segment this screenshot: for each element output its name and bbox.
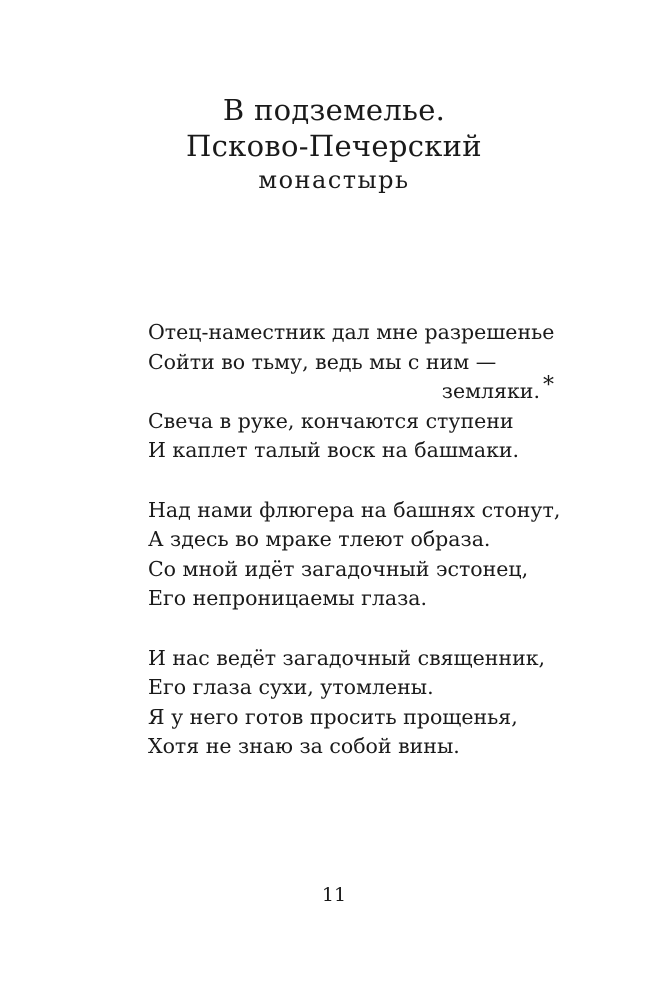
poem-line: И каплет талый воск на башмаки. xyxy=(148,438,520,462)
poem-line: А здесь во мраке тлеют образа. xyxy=(148,527,491,551)
stanza-3 xyxy=(148,644,568,762)
poem-line: Со мной идёт загадочный эстонец, xyxy=(148,556,529,581)
poem-line: Я у него готов просить прощенья, xyxy=(148,704,518,729)
poem-line: Над нами флюгера на башнях стонут, xyxy=(148,497,561,522)
page-number: 11 xyxy=(321,884,347,906)
footnote-mark[interactable]: * xyxy=(543,373,554,398)
stanza-2 xyxy=(148,496,568,614)
poem-line: Его непроницаемы глаза. xyxy=(148,586,428,610)
poem-title xyxy=(0,92,668,196)
poem-line: Свеча в руке, кончаются ступени xyxy=(148,408,514,433)
stanza-1 xyxy=(148,318,568,466)
title-line-3: монастырь xyxy=(258,166,410,194)
poem-body xyxy=(148,318,568,792)
poem-line: Его глаза сухи, утомлены. xyxy=(148,675,434,699)
poem-line: Отец-наместник дал мне разрешенье xyxy=(148,320,555,344)
poem-line: Сойти во тьму, ведь мы с ним — xyxy=(148,349,497,374)
continuation-text: земляки. xyxy=(441,379,540,403)
poem-line: И нас ведёт загадочный священник, xyxy=(148,645,546,670)
poem-line: Хотя не знаю за собой вины. xyxy=(148,734,460,758)
poem-line-continuation xyxy=(148,373,568,407)
title-line-2: Псково-Печерский xyxy=(186,129,482,163)
title-line-1: В подземелье. xyxy=(222,93,446,127)
